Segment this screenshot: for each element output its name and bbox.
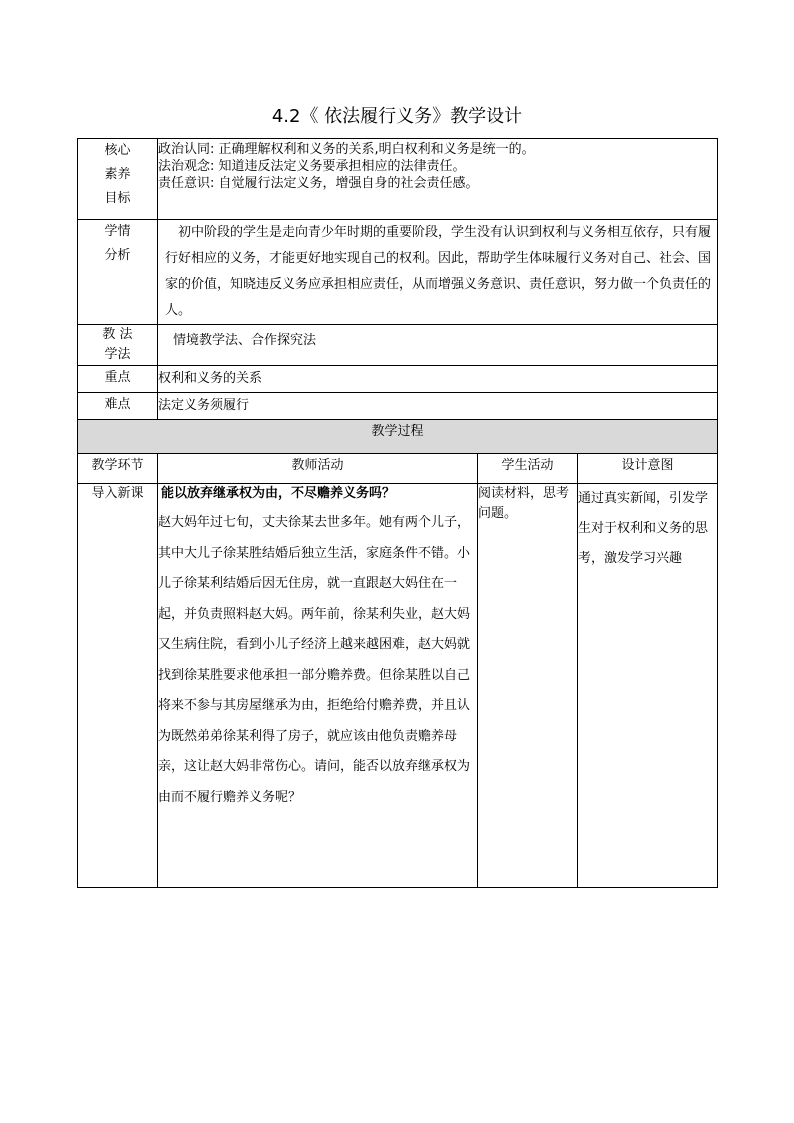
label-line: 核心 — [104, 143, 131, 158]
core-literacy-content — [158, 139, 718, 220]
difficulty-value: 法定义务须履行 — [158, 393, 718, 420]
column-header-teacher: 教师活动 — [158, 454, 478, 484]
core-literacy-label — [78, 139, 158, 220]
methods-label — [78, 325, 158, 366]
process-header: 教学过程 — [78, 420, 718, 454]
table-row — [78, 484, 718, 888]
rule-of-law-text: 法治观念: 知道违反法定义务要承担相应的法律责任。 — [158, 159, 466, 174]
methods-value: 情境教学法、合作探究法 — [158, 325, 718, 366]
teacher-story: 赵大妈年过七旬，丈夫徐某去世多年。她有两个儿子，其中大儿子徐某胜结婚后独立生活，家庭条件不错。小儿子徐某利结婚后因无住房，就一直跟赵大妈住在一起，并负责照料赵大妈。两年前，徐某利失业，赵大妈又生病住院，看到小儿子经济上越来越困难，赵大妈就找到徐某胜要求他承担一部分赡养费。但徐某胜以自己将来不参与其房屋继承为由，拒绝给付赡养费，并且认为既然弟弟徐某利得了房子，就应该由他负责赡养母亲，这让赵大妈非常伤心。请问，能否以放弃继承权为由而不履行赡养义务呢？ — [158, 515, 471, 805]
student-analysis-row — [78, 220, 718, 325]
label-line: 教 法 — [102, 327, 133, 342]
document-title: 4.2《 依法履行义务》教学设计 — [271, 106, 523, 127]
key-point-label: 重点 — [78, 366, 158, 393]
responsibility-text: 责任意识: 自觉履行法定义务，增强自身的社会责任感。 — [158, 176, 479, 191]
difficulty-label: 难点 — [78, 393, 158, 420]
difficulty-row — [78, 393, 718, 420]
stage-cell: 导入新课 — [78, 484, 158, 888]
label-line: 素养 — [104, 167, 131, 182]
label-line: 分析 — [104, 248, 131, 263]
column-header-stage: 教学环节 — [78, 454, 158, 484]
key-point-row — [78, 366, 718, 393]
lesson-plan-table — [77, 138, 718, 888]
student-analysis-text: 初中阶段的学生是走向青少年时期的重要阶段，学生没有认识到权利与义务相互依存，只有履行好相应的义务，才能更好地实现自己的权利。因此，帮助学生体味履行义务对自己、社会、国家的价值，知晓违反义务应承担相应责任，从而增强义务意识、责任意识，努力做一个负责任的人。 — [165, 225, 712, 318]
key-point-value: 权利和义务的关系 — [158, 366, 718, 393]
student-activity-cell: 阅读材料，思考问题。 — [478, 484, 578, 888]
political-identity-text: 政治认同: 正确理解权利和义务的关系,明白权利和义务是统一的。 — [158, 142, 535, 157]
label-line: 学法 — [104, 347, 131, 362]
methods-row — [78, 325, 718, 366]
column-header-student: 学生活动 — [478, 454, 578, 484]
core-literacy-row — [78, 139, 718, 220]
student-analysis-content — [158, 220, 718, 325]
student-analysis-label — [78, 220, 158, 325]
teacher-question: 能以放弃继承权为由，不尽赡养义务吗？ — [161, 486, 396, 501]
label-line: 学情 — [104, 224, 131, 239]
column-header-design: 设计意图 — [578, 454, 718, 484]
design-intent-cell: 通过真实新闻，引发学生对于权利和义务的思考，激发学习兴趣 — [578, 484, 718, 888]
label-line: 目标 — [104, 191, 131, 206]
column-header-row — [78, 454, 718, 484]
process-header-row — [78, 420, 718, 454]
teacher-activity-cell — [158, 484, 478, 888]
